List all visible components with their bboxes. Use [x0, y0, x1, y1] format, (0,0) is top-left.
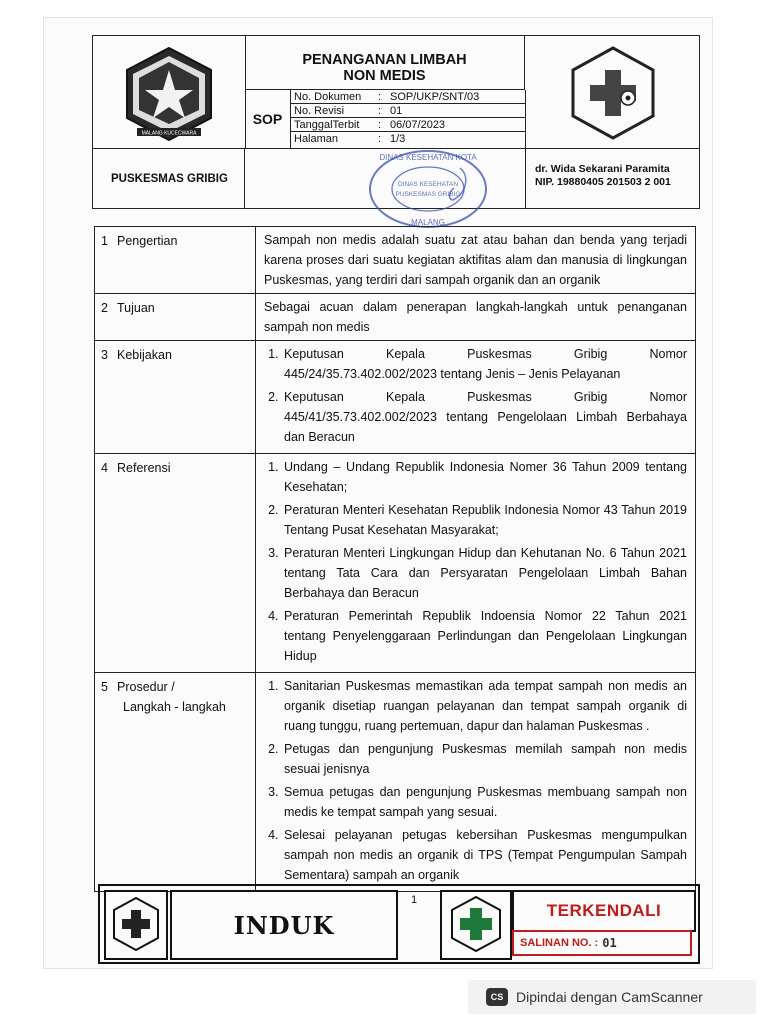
document-control-footer	[98, 884, 700, 964]
meta-sep: :	[378, 118, 382, 131]
section-row-tujuan	[95, 294, 696, 341]
puskesmas-logo-icon	[525, 36, 699, 148]
signer-name: dr. Wida Sekarani Paramita	[535, 163, 670, 175]
meta-row-tanggal	[290, 118, 525, 132]
meta-key: Halaman	[294, 133, 339, 145]
footer-logo-left	[104, 890, 168, 960]
camscanner-watermark	[468, 980, 756, 1014]
title-line-1: PENANGANAN LIMBAH	[302, 52, 467, 68]
section-label: 5 Prosedur / Langkah - langkah	[95, 673, 256, 892]
copy-number-value: 01	[602, 936, 617, 950]
section-label: 1 Pengertian	[95, 227, 256, 294]
page-number: 1	[410, 894, 418, 906]
footer-logo-right	[440, 890, 512, 960]
meta-key: No. Revisi	[294, 104, 345, 117]
meta-key: TanggalTerbit	[294, 118, 360, 131]
meta-value: SOP/UKP/SNT/03	[390, 90, 480, 103]
stamp-text-top: DINAS KESEHATAN KOTA	[379, 153, 477, 162]
meta-row-dokumen	[290, 90, 525, 104]
meta-sep: :	[378, 104, 382, 117]
copy-number	[512, 930, 692, 956]
meta-row-halaman	[290, 132, 525, 146]
organization-name: PUSKESMAS GRIBIG	[93, 148, 245, 208]
title-line-2: NON MEDIS	[343, 68, 426, 84]
section-label: 2 Tujuan	[95, 294, 256, 341]
camscanner-icon: CS	[486, 988, 508, 1006]
list-item: 4. Peraturan Pemerintah Republik Indoensia Nomor 22 Tahun 2021 tentang Penyelenggaraan Perlindungan dan Pengelolaan Lingkungan Hidup	[282, 606, 687, 666]
list-item: 2. Peraturan Menteri Kesehatan Republik Indonesia Nomor 43 Tahun 2019 Tentang Pusat Kesehatan Masyarakat;	[282, 500, 687, 540]
meta-sep: :	[378, 90, 382, 103]
signer-block	[525, 148, 699, 208]
logo-caption: MALANG KUCECWARA	[141, 130, 197, 137]
terkendali-label: TERKENDALI	[512, 890, 696, 932]
section-row-pengertian	[95, 227, 696, 294]
sop-content-table	[94, 226, 696, 892]
procedure-list	[264, 676, 687, 885]
meta-value: 1/3	[390, 133, 406, 145]
section-row-prosedur	[95, 673, 696, 892]
document-title	[245, 36, 525, 90]
list-item: 1. Undang – Undang Republik Indonesia Nomer 36 Tahun 2009 tentang Kesehatan;	[282, 457, 687, 497]
section-label: 4 Referensi	[95, 454, 256, 673]
induk-label: INDUK	[170, 890, 398, 960]
list-item: 1. Keputusan Kepala Puskesmas Gribig Nomor 445/24/35.73.402.002/2023 tentang Jenis – Jenis Pelayanan	[282, 344, 687, 384]
reference-list	[264, 457, 687, 666]
section-label-sub: Langkah - langkah	[123, 700, 226, 714]
puskesmas-logo-cell	[525, 36, 699, 148]
list-item: 2. Keputusan Kepala Puskesmas Gribig Nomor 445/41/35.73.402.002/2023 tentang Pengelolaan Limbah Berbahaya dan Beracun	[282, 387, 687, 447]
section-label: 3 Kebijakan	[95, 341, 256, 454]
stamp-text-center2: PUSKESMAS GRIBIG	[395, 191, 461, 198]
section-row-referensi	[95, 454, 696, 673]
meta-value: 01	[390, 104, 403, 117]
sop-label: SOP	[245, 90, 291, 148]
section-text: Sebagai acuan dalam penerapan langkah-langkah untuk penanganan sampah non medis	[256, 294, 696, 341]
section-text: Sampah non medis adalah suatu zat atau bahan dan benda yang terjadi karena proses dari suatu kegiatan aktifitas alam dan manusia di lingkungan Puskesmas, yang terdiri dari sampah organik dan an organik	[256, 227, 696, 294]
signer-nip: NIP. 19880405 201503 2 001	[535, 176, 671, 188]
meta-value: 06/07/2023	[390, 118, 446, 131]
meta-key: No. Dokumen	[294, 90, 362, 103]
document-meta	[290, 90, 526, 148]
list-item: 1. Sanitarian Puskesmas memastikan ada tempat sampah non medis an organik disetiap ruangan pelayanan dan tempat sampah organik di ruang tunggu, ruang pertemuan, dapur dan halaman Puskesmas .	[282, 676, 687, 736]
copy-number-label: SALINAN NO. :	[520, 937, 599, 949]
stamp-text-bottom: MALANG	[411, 218, 445, 227]
official-stamp-icon	[362, 146, 494, 232]
section-row-kebijakan	[95, 341, 696, 454]
list-item: 3. Peraturan Menteri Lingkungan Hidup dan Kehutanan No. 6 Tahun 2021 tentang Tata Cara dan Persyaratan Pengelolaan Limbah Bahan Berbahaya dan Beracun	[282, 543, 687, 603]
green-cross-icon	[442, 892, 510, 958]
watermark-text: Dipindai dengan CamScanner	[516, 989, 703, 1005]
list-item: 4. Selesai pelayanan petugas kebersihan Puskesmas mengumpulkan sampah non medis an organik di TPS (Tempat Pengumpulan Sampah Sementara) sampah an organik	[282, 825, 687, 885]
list-item: 3. Semua petugas dan pengunjung Puskesmas membuang sampah non medis ke tempat sampah yang sesuai.	[282, 782, 687, 822]
meta-sep: :	[378, 133, 382, 145]
stamp-text-center1: DINAS KESEHATAN	[397, 181, 459, 188]
list-item: 2. Petugas dan pengunjung Puskesmas memilah sampah non medis sesuai jenisnya	[282, 739, 687, 779]
meta-row-revisi	[290, 104, 525, 118]
malang-city-emblem-icon	[93, 36, 245, 148]
city-logo-cell	[93, 36, 246, 148]
puskesmas-cross-icon	[106, 892, 166, 958]
policy-list	[264, 344, 687, 447]
